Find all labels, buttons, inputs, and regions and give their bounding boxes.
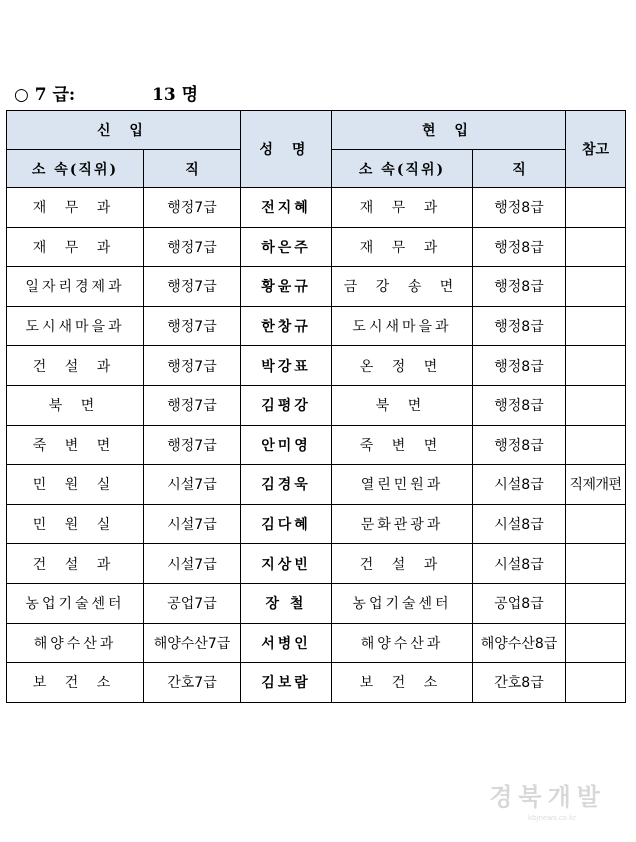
- new-rank-cell: 행정7급: [144, 227, 241, 267]
- table-row: [7, 188, 626, 228]
- note-cell: [566, 623, 626, 663]
- name-cell: 박강표: [241, 346, 332, 386]
- table-row: [7, 306, 626, 346]
- current-rank-cell: 시설8급: [473, 504, 566, 544]
- new-rank-header: 직: [144, 150, 241, 188]
- table-row: [7, 346, 626, 386]
- current-rank-cell: 행정8급: [473, 267, 566, 307]
- new-rank-cell: 간호7급: [144, 663, 241, 703]
- name-cell: 하은주: [241, 227, 332, 267]
- current-rank-cell: 공업8급: [473, 583, 566, 623]
- current-dept-header: 소 속(직위): [332, 150, 473, 188]
- new-rank-cell: 해양수산7급: [144, 623, 241, 663]
- new-rank-cell: 행정7급: [144, 385, 241, 425]
- name-cell: 김다혜: [241, 504, 332, 544]
- new-dept-header: 소 속(직위): [7, 150, 144, 188]
- new-rank-cell: 공업7급: [144, 583, 241, 623]
- current-dept-cell: 온 정 면: [332, 346, 473, 386]
- watermark-url: kbjnews.co.kr: [528, 814, 576, 822]
- new-position-header: 신 입: [7, 111, 241, 150]
- new-dept-cell: 건 설 과: [7, 544, 144, 584]
- table-row: [7, 267, 626, 307]
- current-dept-cell: 재 무 과: [332, 227, 473, 267]
- name-cell: 전지혜: [241, 188, 332, 228]
- name-cell: 장 철: [241, 583, 332, 623]
- name-cell: 지상빈: [241, 544, 332, 584]
- name-cell: 안미영: [241, 425, 332, 465]
- new-dept-cell: 재 무 과: [7, 188, 144, 228]
- name-cell: 서병인: [241, 623, 332, 663]
- new-dept-cell: 도시새마을과: [7, 306, 144, 346]
- name-cell: 한창규: [241, 306, 332, 346]
- note-cell: [566, 544, 626, 584]
- note-cell: [566, 188, 626, 228]
- note-cell: [566, 504, 626, 544]
- current-dept-cell: 죽 변 면: [332, 425, 473, 465]
- new-dept-cell: 보 건 소: [7, 663, 144, 703]
- new-dept-cell: 일자리경제과: [7, 267, 144, 307]
- current-rank-cell: 행정8급: [473, 425, 566, 465]
- current-rank-cell: 행정8급: [473, 346, 566, 386]
- new-rank-cell: 행정7급: [144, 306, 241, 346]
- new-dept-cell: 민 원 실: [7, 504, 144, 544]
- new-dept-cell: 해양수산과: [7, 623, 144, 663]
- name-cell: 김경욱: [241, 465, 332, 505]
- current-rank-cell: 행정8급: [473, 385, 566, 425]
- table-row: [7, 544, 626, 584]
- new-rank-cell: 행정7급: [144, 188, 241, 228]
- table-row: [7, 227, 626, 267]
- new-dept-cell: 재 무 과: [7, 227, 144, 267]
- current-dept-cell: 열린민원과: [332, 465, 473, 505]
- personnel-table: [6, 110, 626, 703]
- note-cell: [566, 267, 626, 307]
- new-rank-cell: 시설7급: [144, 465, 241, 505]
- headcount: 13 명: [152, 85, 198, 105]
- name-header: 성 명: [241, 111, 332, 188]
- note-cell: 직제개편: [566, 465, 626, 505]
- new-dept-cell: 농업기술센터: [7, 583, 144, 623]
- current-position-header: 현 입: [332, 111, 566, 150]
- note-cell: [566, 425, 626, 465]
- current-dept-cell: 금 강 송 면: [332, 267, 473, 307]
- header-row-top: [7, 111, 626, 150]
- new-rank-cell: 행정7급: [144, 267, 241, 307]
- table-row: [7, 583, 626, 623]
- new-rank-cell: 행정7급: [144, 346, 241, 386]
- note-cell: [566, 227, 626, 267]
- new-rank-cell: 시설7급: [144, 544, 241, 584]
- current-rank-cell: 행정8급: [473, 188, 566, 228]
- current-dept-cell: 문화관광과: [332, 504, 473, 544]
- current-dept-cell: 건 설 과: [332, 544, 473, 584]
- current-rank-cell: 간호8급: [473, 663, 566, 703]
- current-rank-cell: 시설8급: [473, 544, 566, 584]
- table-row: [7, 425, 626, 465]
- table-row: [7, 465, 626, 505]
- note-header: 참고: [566, 111, 626, 188]
- current-dept-cell: 북 면: [332, 385, 473, 425]
- table-row: [7, 623, 626, 663]
- current-rank-header: 직: [473, 150, 566, 188]
- new-dept-cell: 북 면: [7, 385, 144, 425]
- note-cell: [566, 385, 626, 425]
- current-dept-cell: 해양수산과: [332, 623, 473, 663]
- current-dept-cell: 보 건 소: [332, 663, 473, 703]
- table-body: [7, 188, 626, 703]
- name-cell: 김보람: [241, 663, 332, 703]
- current-dept-cell: 도시새마을과: [332, 306, 473, 346]
- new-rank-cell: 시설7급: [144, 504, 241, 544]
- current-rank-cell: 행정8급: [473, 306, 566, 346]
- new-dept-cell: 민 원 실: [7, 465, 144, 505]
- table-row: [7, 663, 626, 703]
- section-heading: [14, 80, 198, 105]
- new-rank-cell: 행정7급: [144, 425, 241, 465]
- new-dept-cell: 건 설 과: [7, 346, 144, 386]
- table-row: [7, 385, 626, 425]
- grade-label: ○ 7 급:: [14, 85, 76, 105]
- note-cell: [566, 663, 626, 703]
- new-dept-cell: 죽 변 면: [7, 425, 144, 465]
- current-dept-cell: 농업기술센터: [332, 583, 473, 623]
- current-rank-cell: 행정8급: [473, 227, 566, 267]
- table-row: [7, 504, 626, 544]
- watermark-logo: 경북개발: [489, 782, 606, 811]
- current-rank-cell: 해양수산8급: [473, 623, 566, 663]
- note-cell: [566, 583, 626, 623]
- note-cell: [566, 346, 626, 386]
- current-rank-cell: 시설8급: [473, 465, 566, 505]
- name-cell: 황윤규: [241, 267, 332, 307]
- name-cell: 김평강: [241, 385, 332, 425]
- note-cell: [566, 306, 626, 346]
- current-dept-cell: 재 무 과: [332, 188, 473, 228]
